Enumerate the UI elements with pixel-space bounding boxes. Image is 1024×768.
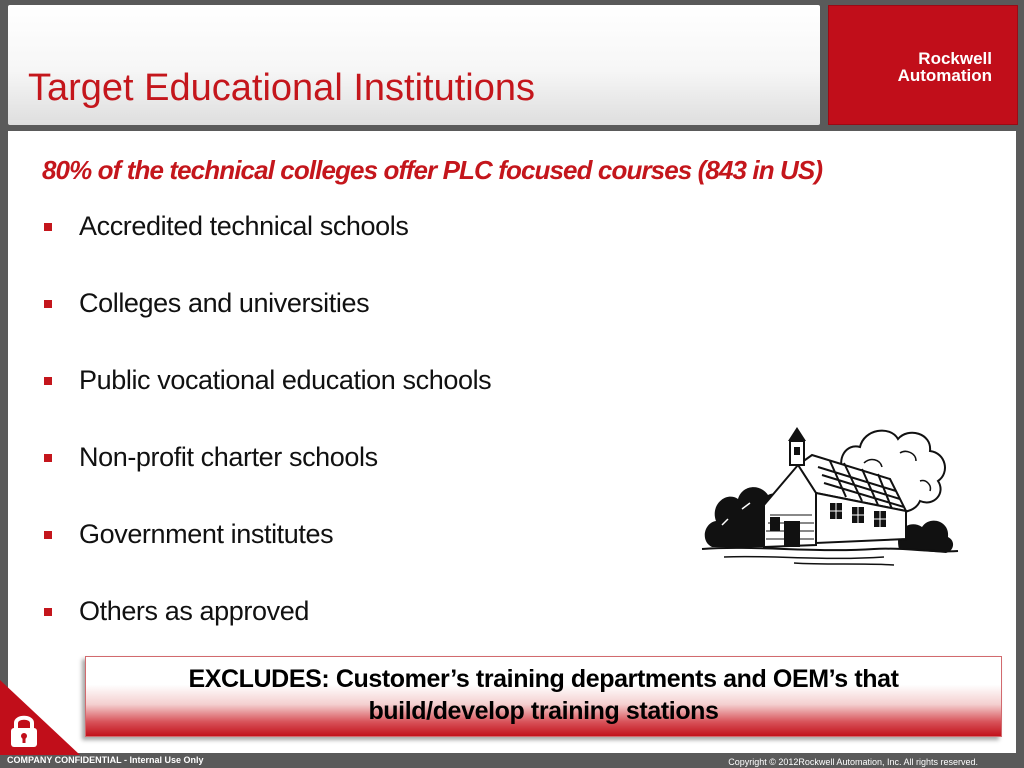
logo-line-1: Rockwell (918, 49, 992, 68)
bullet-square-icon (44, 531, 52, 539)
slide-title: Target Educational Institutions (28, 67, 535, 109)
content-area (8, 131, 1016, 753)
copyright-label: Copyright © 2012Rockwell Automation, Inc. All rights reserved. (728, 757, 978, 767)
rockwell-logo (828, 5, 1018, 125)
lock-icon (8, 713, 40, 749)
title-bar (8, 5, 820, 125)
excludes-callout (85, 656, 1002, 737)
bullet-text: Others as approved (79, 596, 309, 626)
bullet-text: Accredited technical schools (79, 211, 409, 241)
bullet-square-icon (44, 608, 52, 616)
bullet-square-icon (44, 454, 52, 462)
bullet-square-icon (44, 377, 52, 385)
bullet-text: Public vocational education schools (79, 365, 492, 395)
bullet-text: Colleges and universities (79, 288, 370, 318)
bullet-square-icon (44, 223, 52, 231)
logo-text (898, 50, 992, 84)
slide-subtitle: 80% of the technical colleges offer PLC focused courses (843 in US) (42, 155, 823, 185)
confidential-label: COMPANY CONFIDENTIAL - Internal Use Only (7, 755, 204, 765)
bullet-text: Government institutes (79, 519, 334, 549)
schoolhouse-illustration (694, 419, 962, 569)
logo-line-2: Automation (897, 66, 992, 85)
bullet-square-icon (44, 300, 52, 308)
excludes-line-1: EXCLUDES: Customer’s training departments and OEM’s that (188, 665, 899, 693)
bullet-text: Non-profit charter schools (79, 442, 378, 472)
excludes-line-2: build/develop training stations (368, 697, 719, 725)
